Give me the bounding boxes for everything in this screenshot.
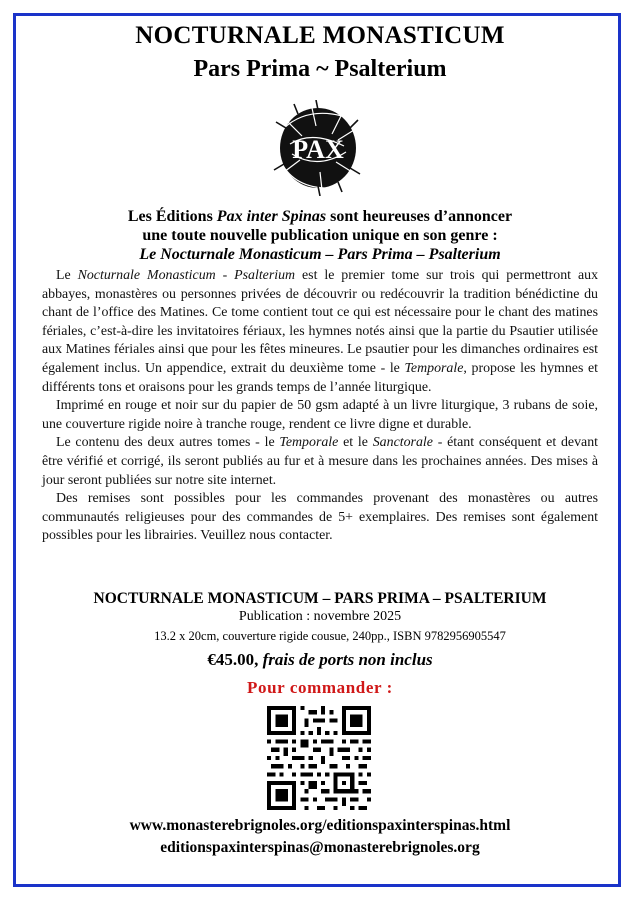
product-specs: 13.2 x 20cm, couverture rigide cousue, 240pp., ISBN 9782956905547 xyxy=(154,629,506,643)
order-label: Pour commander : xyxy=(247,678,393,697)
paragraph-intro: Le Nocturnale Monasticum - Psalterium est le premier tome sur trois qui permettront aux abbayes, monastères ou personnes privées de découvrir ou redécouvrir la tradition bénédictine du chant de l’office des Matines. Ce tome contient tout ce qui est nécessaire pour le chant des matines fériales, c’est-à-dire les invitatoires fériaux, les hymnes notés ainsi que la partie du Psautier utilisée aux Matines fériales ainsi que pour les fêtes mineures. Le psautier pour les dimanches ordinaires est également inclus. Un appendice, extrait du deuxième tome - le Temporale, propose les hymnes et différents tons et oraisons pour les grands temps de l’année liturgique. xyxy=(42,268,599,395)
pax-logo-text: PAX xyxy=(292,135,344,164)
announcement-line-1: Les Éditions Pax inter Spinas sont heureuses d’annoncer xyxy=(127,208,513,225)
website-link[interactable]: www.monasterebrignoles.org/editionspaxinterspinas.html xyxy=(129,817,511,834)
subtitle: Pars Prima ~ Psalterium xyxy=(193,56,447,82)
qr-code-icon[interactable] xyxy=(267,706,371,810)
body-text xyxy=(42,267,598,546)
announcement-line-2: une toute nouvelle publication unique en son genre : xyxy=(142,227,498,244)
product-title: NOCTURNALE MONASTICUM – PARS PRIMA – PSALTERIUM xyxy=(93,590,547,607)
email-link[interactable]: editionspaxinterspinas@monasterebrignoles.org xyxy=(160,839,480,856)
publication-date: Publication : novembre 2025 xyxy=(238,609,402,624)
paragraph-printing: Imprimé en rouge et noir sur du papier de 50 gsm adapté à un livre liturgique, 3 rubans de soie, une couverture rigide noire à tranche rouge, rendent ce livre digne et durable. xyxy=(42,398,598,432)
pax-logo-icon xyxy=(272,100,364,196)
price: €45.00, frais de ports non inclus xyxy=(207,650,433,669)
paragraph-other-volumes: Le contenu des deux autres tomes - le Temporale et le Sanctorale - étant conséquent et devant être vérifié et corrigé, ils seront publiés au fur et à mesure dans les prochaines années. Des mises à jour seront publiées sur notre site internet. xyxy=(42,435,598,488)
paragraph-discounts: Des remises sont possibles pour les commandes provenant des monastères ou autres communautés religieuses pour des commandes de 5+ exemplaires. Des remises sont également possibles pour les librairies. Veuillez nous contacter. xyxy=(42,491,598,544)
announcement-line-3: Le Nocturnale Monasticum – Pars Prima – Psalterium xyxy=(139,246,501,263)
main-title: NOCTURNALE MONASTICUM xyxy=(135,22,505,49)
